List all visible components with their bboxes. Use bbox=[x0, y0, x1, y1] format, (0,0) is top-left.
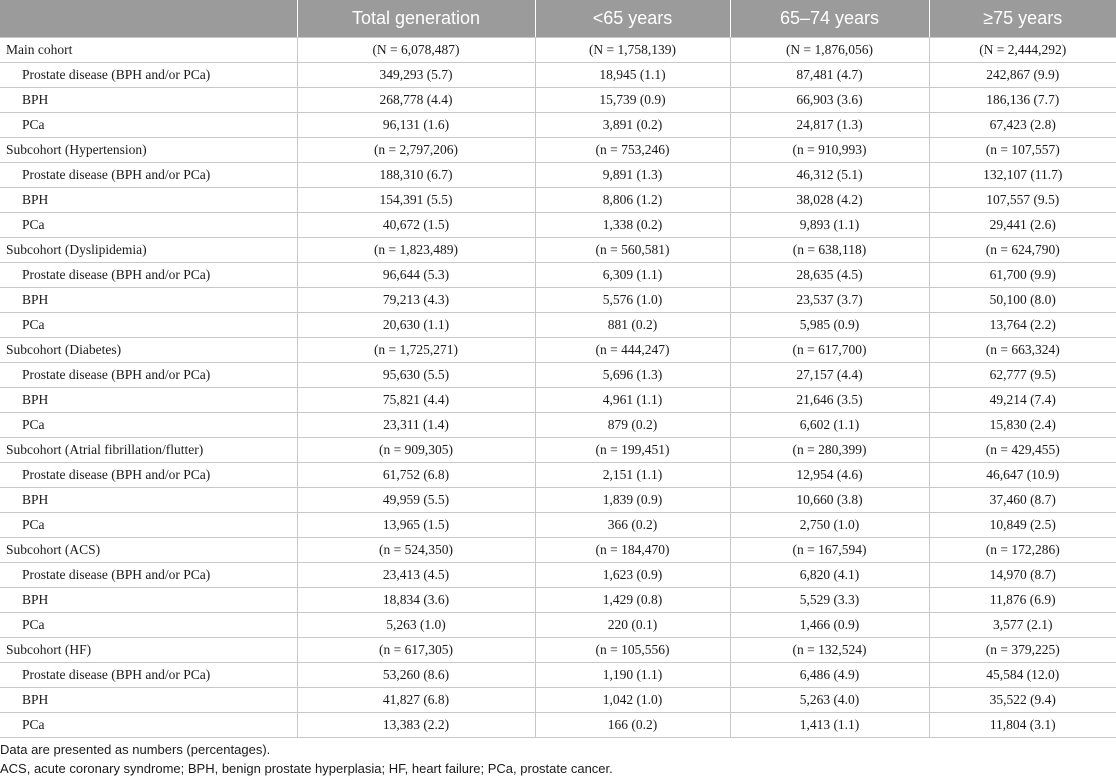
cell-total-value: 53,260 (8.6) bbox=[297, 663, 535, 688]
cell-total-value: (n = 1,823,489) bbox=[297, 238, 535, 263]
cell-total-value: 154,391 (5.5) bbox=[297, 188, 535, 213]
cell-65-74-value: (n = 132,524) bbox=[730, 638, 929, 663]
cell-75-plus-value: 3,577 (2.1) bbox=[929, 613, 1116, 638]
cell-under-65-value: (n = 184,470) bbox=[535, 538, 730, 563]
cell-75-plus-value: (n = 429,455) bbox=[929, 438, 1116, 463]
cell-75-plus-value: (n = 107,557) bbox=[929, 138, 1116, 163]
cell-75-plus-value: (n = 379,225) bbox=[929, 638, 1116, 663]
table-row bbox=[0, 113, 1116, 138]
cell-row-label: PCa bbox=[0, 713, 297, 738]
cell-75-plus-value: 10,849 (2.5) bbox=[929, 513, 1116, 538]
cell-under-65-value: 366 (0.2) bbox=[535, 513, 730, 538]
cell-row-label: PCa bbox=[0, 213, 297, 238]
cell-under-65-value: 5,696 (1.3) bbox=[535, 363, 730, 388]
cell-row-label: PCa bbox=[0, 613, 297, 638]
cell-total-value: (n = 2,797,206) bbox=[297, 138, 535, 163]
cell-65-74-value: 1,466 (0.9) bbox=[730, 613, 929, 638]
cell-total-value: 23,413 (4.5) bbox=[297, 563, 535, 588]
cell-75-plus-value: 37,460 (8.7) bbox=[929, 488, 1116, 513]
cell-under-65-value: 220 (0.1) bbox=[535, 613, 730, 638]
table-row bbox=[0, 288, 1116, 313]
cell-total-value: 40,672 (1.5) bbox=[297, 213, 535, 238]
cell-row-label: PCa bbox=[0, 113, 297, 138]
cell-65-74-value: 10,660 (3.8) bbox=[730, 488, 929, 513]
header-cell-total: Total generation bbox=[297, 0, 535, 38]
cell-total-value: 13,965 (1.5) bbox=[297, 513, 535, 538]
cohort-header-row bbox=[0, 238, 1116, 263]
cell-65-74-value: (n = 167,594) bbox=[730, 538, 929, 563]
cell-65-74-value: 23,537 (3.7) bbox=[730, 288, 929, 313]
cell-75-plus-value: 13,764 (2.2) bbox=[929, 313, 1116, 338]
cell-row-label: PCa bbox=[0, 513, 297, 538]
cell-row-label: BPH bbox=[0, 488, 297, 513]
cell-total-value: 188,310 (6.7) bbox=[297, 163, 535, 188]
cohort-header-row bbox=[0, 438, 1116, 463]
cell-75-plus-value: 61,700 (9.9) bbox=[929, 263, 1116, 288]
cell-total-value: 5,263 (1.0) bbox=[297, 613, 535, 638]
cell-total-value: 20,630 (1.1) bbox=[297, 313, 535, 338]
cell-65-74-value: 38,028 (4.2) bbox=[730, 188, 929, 213]
cell-65-74-value: 5,529 (3.3) bbox=[730, 588, 929, 613]
cell-total-value: 95,630 (5.5) bbox=[297, 363, 535, 388]
cell-under-65-value: 6,309 (1.1) bbox=[535, 263, 730, 288]
table-row bbox=[0, 188, 1116, 213]
cell-row-label: Prostate disease (BPH and/or PCa) bbox=[0, 363, 297, 388]
cell-75-plus-value: 15,830 (2.4) bbox=[929, 413, 1116, 438]
table-row bbox=[0, 363, 1116, 388]
cell-75-plus-value: 11,876 (6.9) bbox=[929, 588, 1116, 613]
cell-under-65-value: 9,891 (1.3) bbox=[535, 163, 730, 188]
cell-total-value: (n = 909,305) bbox=[297, 438, 535, 463]
cell-total-value: 13,383 (2.2) bbox=[297, 713, 535, 738]
cell-row-label: BPH bbox=[0, 188, 297, 213]
cell-75-plus-value: 132,107 (11.7) bbox=[929, 163, 1116, 188]
cell-65-74-value: 66,903 (3.6) bbox=[730, 88, 929, 113]
cell-under-65-value: 8,806 (1.2) bbox=[535, 188, 730, 213]
cell-row-label: Prostate disease (BPH and/or PCa) bbox=[0, 263, 297, 288]
cell-row-label: Prostate disease (BPH and/or PCa) bbox=[0, 163, 297, 188]
cell-65-74-value: 5,263 (4.0) bbox=[730, 688, 929, 713]
cell-under-65-value: 1,338 (0.2) bbox=[535, 213, 730, 238]
cell-row-label: Prostate disease (BPH and/or PCa) bbox=[0, 563, 297, 588]
table-row bbox=[0, 613, 1116, 638]
cell-under-65-value: 881 (0.2) bbox=[535, 313, 730, 338]
cell-row-label: Subcohort (ACS) bbox=[0, 538, 297, 563]
cell-75-plus-value: (n = 663,324) bbox=[929, 338, 1116, 363]
cell-75-plus-value: 11,804 (3.1) bbox=[929, 713, 1116, 738]
cell-row-label: Subcohort (Diabetes) bbox=[0, 338, 297, 363]
cell-under-65-value: 166 (0.2) bbox=[535, 713, 730, 738]
cell-under-65-value: (n = 199,451) bbox=[535, 438, 730, 463]
cell-row-label: Subcohort (Hypertension) bbox=[0, 138, 297, 163]
header-cell-label bbox=[0, 0, 297, 38]
cell-75-plus-value: 45,584 (12.0) bbox=[929, 663, 1116, 688]
cell-total-value: (n = 1,725,271) bbox=[297, 338, 535, 363]
cell-65-74-value: 28,635 (4.5) bbox=[730, 263, 929, 288]
cell-total-value: 75,821 (4.4) bbox=[297, 388, 535, 413]
cell-total-value: 41,827 (6.8) bbox=[297, 688, 535, 713]
cell-row-label: Prostate disease (BPH and/or PCa) bbox=[0, 63, 297, 88]
cohort-header-row bbox=[0, 138, 1116, 163]
cell-total-value: 349,293 (5.7) bbox=[297, 63, 535, 88]
cell-row-label: BPH bbox=[0, 388, 297, 413]
cell-65-74-value: 5,985 (0.9) bbox=[730, 313, 929, 338]
cell-75-plus-value: 186,136 (7.7) bbox=[929, 88, 1116, 113]
cell-65-74-value: 6,602 (1.1) bbox=[730, 413, 929, 438]
header-row bbox=[0, 0, 1116, 38]
cell-row-label: Prostate disease (BPH and/or PCa) bbox=[0, 463, 297, 488]
cell-under-65-value: 1,839 (0.9) bbox=[535, 488, 730, 513]
cell-row-label: Main cohort bbox=[0, 38, 297, 63]
cell-75-plus-value: (n = 172,286) bbox=[929, 538, 1116, 563]
cell-under-65-value: (n = 444,247) bbox=[535, 338, 730, 363]
cell-row-label: BPH bbox=[0, 288, 297, 313]
cell-75-plus-value: 50,100 (8.0) bbox=[929, 288, 1116, 313]
cell-75-plus-value: 107,557 (9.5) bbox=[929, 188, 1116, 213]
cell-65-74-value: (n = 280,399) bbox=[730, 438, 929, 463]
cell-total-value: 49,959 (5.5) bbox=[297, 488, 535, 513]
table-row bbox=[0, 688, 1116, 713]
cell-total-value: 96,131 (1.6) bbox=[297, 113, 535, 138]
cell-row-label: BPH bbox=[0, 88, 297, 113]
cell-under-65-value: 4,961 (1.1) bbox=[535, 388, 730, 413]
footnote-abbreviations: ACS, acute coronary syndrome; BPH, benign prostate hyperplasia; HF, heart failure; PCa, prostate cancer. bbox=[0, 761, 613, 776]
cohort-header-row bbox=[0, 638, 1116, 663]
cell-under-65-value: 15,739 (0.9) bbox=[535, 88, 730, 113]
cell-row-label: BPH bbox=[0, 588, 297, 613]
cell-total-value: 18,834 (3.6) bbox=[297, 588, 535, 613]
table-row bbox=[0, 513, 1116, 538]
cell-under-65-value: (n = 105,556) bbox=[535, 638, 730, 663]
table-row bbox=[0, 88, 1116, 113]
header-cell-75-plus: ≥75 years bbox=[929, 0, 1116, 38]
header-cell-65-74: 65–74 years bbox=[730, 0, 929, 38]
table-row bbox=[0, 163, 1116, 188]
table-row bbox=[0, 588, 1116, 613]
table-row bbox=[0, 563, 1116, 588]
cell-65-74-value: (n = 910,993) bbox=[730, 138, 929, 163]
cell-75-plus-value: 14,970 (8.7) bbox=[929, 563, 1116, 588]
cell-under-65-value: 1,042 (1.0) bbox=[535, 688, 730, 713]
cell-total-value: 96,644 (5.3) bbox=[297, 263, 535, 288]
table-row bbox=[0, 388, 1116, 413]
header-cell-under-65: <65 years bbox=[535, 0, 730, 38]
table-body bbox=[0, 38, 1116, 738]
cell-65-74-value: 46,312 (5.1) bbox=[730, 163, 929, 188]
cell-under-65-value: 2,151 (1.1) bbox=[535, 463, 730, 488]
cell-65-74-value: 87,481 (4.7) bbox=[730, 63, 929, 88]
cell-75-plus-value: 29,441 (2.6) bbox=[929, 213, 1116, 238]
cohort-header-row bbox=[0, 538, 1116, 563]
cell-65-74-value: 21,646 (3.5) bbox=[730, 388, 929, 413]
cell-65-74-value: 12,954 (4.6) bbox=[730, 463, 929, 488]
cell-total-value: 79,213 (4.3) bbox=[297, 288, 535, 313]
cell-under-65-value: 3,891 (0.2) bbox=[535, 113, 730, 138]
cell-under-65-value: 1,623 (0.9) bbox=[535, 563, 730, 588]
table-row bbox=[0, 213, 1116, 238]
footnote-data-format: Data are presented as numbers (percentages). bbox=[0, 742, 271, 757]
table-row bbox=[0, 263, 1116, 288]
cell-total-value: 61,752 (6.8) bbox=[297, 463, 535, 488]
cell-total-value: 268,778 (4.4) bbox=[297, 88, 535, 113]
cell-row-label: Subcohort (HF) bbox=[0, 638, 297, 663]
cell-75-plus-value: (N = 2,444,292) bbox=[929, 38, 1116, 63]
cell-75-plus-value: 49,214 (7.4) bbox=[929, 388, 1116, 413]
cell-row-label: BPH bbox=[0, 688, 297, 713]
cell-65-74-value: 24,817 (1.3) bbox=[730, 113, 929, 138]
cell-under-65-value: (n = 560,581) bbox=[535, 238, 730, 263]
cell-total-value: (N = 6,078,487) bbox=[297, 38, 535, 63]
cell-75-plus-value: 46,647 (10.9) bbox=[929, 463, 1116, 488]
cell-75-plus-value: 62,777 (9.5) bbox=[929, 363, 1116, 388]
cell-under-65-value: (N = 1,758,139) bbox=[535, 38, 730, 63]
cell-65-74-value: 27,157 (4.4) bbox=[730, 363, 929, 388]
cell-row-label: Subcohort (Atrial fibrillation/flutter) bbox=[0, 438, 297, 463]
table-row bbox=[0, 663, 1116, 688]
table-row bbox=[0, 713, 1116, 738]
table-footnotes bbox=[0, 740, 1116, 778]
cell-65-74-value: (n = 638,118) bbox=[730, 238, 929, 263]
cell-row-label: Subcohort (Dyslipidemia) bbox=[0, 238, 297, 263]
cell-65-74-value: 9,893 (1.1) bbox=[730, 213, 929, 238]
table-row bbox=[0, 63, 1116, 88]
cell-65-74-value: (n = 617,700) bbox=[730, 338, 929, 363]
cell-total-value: (n = 524,350) bbox=[297, 538, 535, 563]
cohort-header-row bbox=[0, 38, 1116, 63]
cell-65-74-value: 2,750 (1.0) bbox=[730, 513, 929, 538]
cell-65-74-value: (N = 1,876,056) bbox=[730, 38, 929, 63]
cell-75-plus-value: 67,423 (2.8) bbox=[929, 113, 1116, 138]
cell-65-74-value: 1,413 (1.1) bbox=[730, 713, 929, 738]
cell-65-74-value: 6,820 (4.1) bbox=[730, 563, 929, 588]
cohort-header-row bbox=[0, 338, 1116, 363]
table-row bbox=[0, 313, 1116, 338]
table-row bbox=[0, 463, 1116, 488]
cell-under-65-value: 879 (0.2) bbox=[535, 413, 730, 438]
cell-under-65-value: 1,190 (1.1) bbox=[535, 663, 730, 688]
cell-under-65-value: 1,429 (0.8) bbox=[535, 588, 730, 613]
cell-total-value: 23,311 (1.4) bbox=[297, 413, 535, 438]
cell-under-65-value: 18,945 (1.1) bbox=[535, 63, 730, 88]
cell-75-plus-value: 35,522 (9.4) bbox=[929, 688, 1116, 713]
table-row bbox=[0, 488, 1116, 513]
cell-total-value: (n = 617,305) bbox=[297, 638, 535, 663]
table-row bbox=[0, 413, 1116, 438]
cell-row-label: Prostate disease (BPH and/or PCa) bbox=[0, 663, 297, 688]
cell-under-65-value: (n = 753,246) bbox=[535, 138, 730, 163]
cell-75-plus-value: (n = 624,790) bbox=[929, 238, 1116, 263]
cell-row-label: PCa bbox=[0, 413, 297, 438]
cell-row-label: PCa bbox=[0, 313, 297, 338]
cell-under-65-value: 5,576 (1.0) bbox=[535, 288, 730, 313]
cell-65-74-value: 6,486 (4.9) bbox=[730, 663, 929, 688]
cell-75-plus-value: 242,867 (9.9) bbox=[929, 63, 1116, 88]
